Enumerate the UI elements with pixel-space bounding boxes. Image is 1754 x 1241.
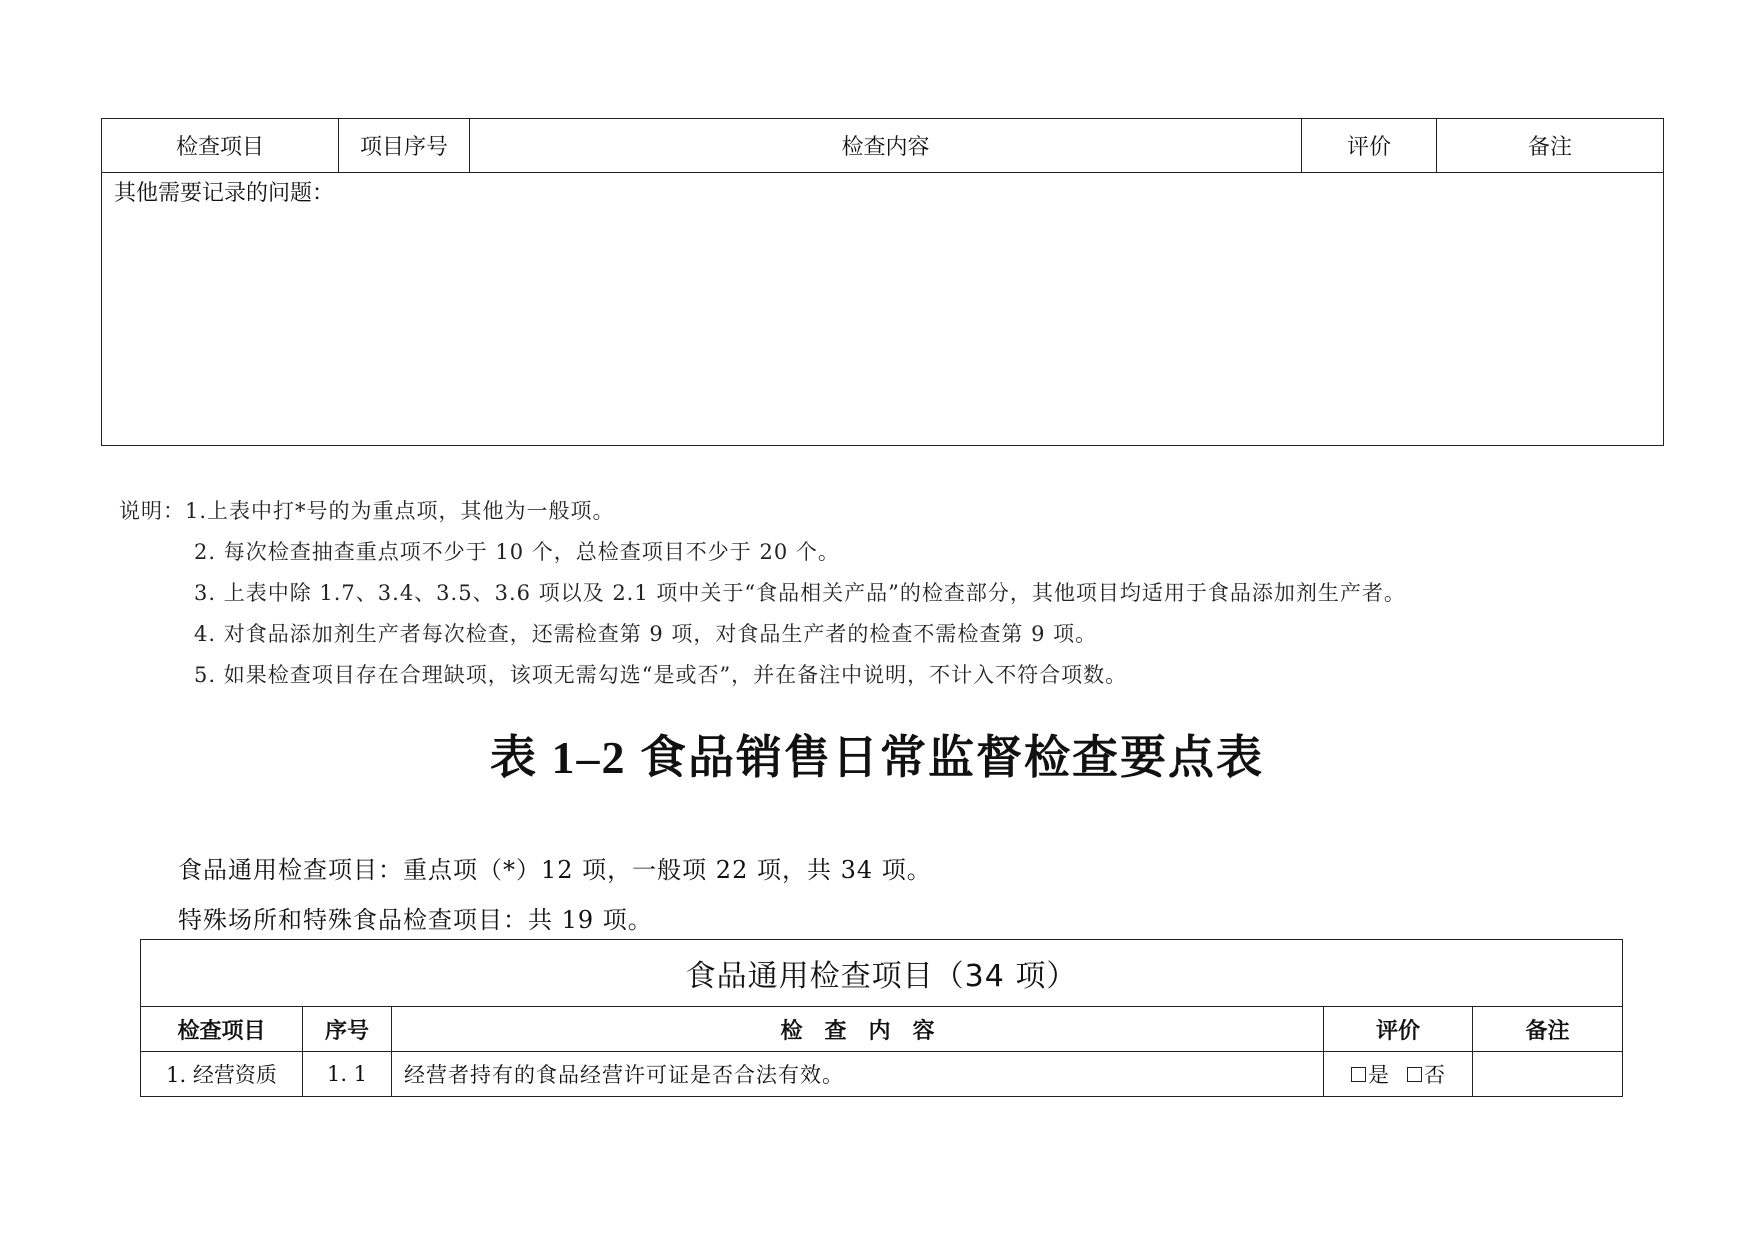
yes-checkbox[interactable] xyxy=(1351,1067,1366,1082)
no-label: 否 xyxy=(1424,1063,1445,1087)
row-item-name: 1. 经营资质 xyxy=(141,1052,303,1096)
yes-label: 是 xyxy=(1368,1063,1389,1087)
table2-header-row xyxy=(141,1007,1622,1052)
row-remark-field[interactable] xyxy=(1473,1052,1622,1096)
table2-header-item: 检查项目 xyxy=(141,1007,303,1051)
table1-header-content: 检查内容 xyxy=(470,119,1302,172)
row-eval xyxy=(1324,1052,1473,1096)
table2-section-title: 食品通用检查项目（34 项） xyxy=(141,940,1622,1007)
row-content: 经营者持有的食品经营许可证是否合法有效。 xyxy=(392,1052,1324,1096)
table1-header-seq: 项目序号 xyxy=(339,119,470,172)
table2-header-seq: 序号 xyxy=(303,1007,392,1051)
note-item-5: 5. 如果检查项目存在合理缺项，该项无需勾选“是或否”，并在备注中说明，不计入不符合项数。 xyxy=(194,663,1128,687)
table-row xyxy=(141,1052,1622,1096)
summary-section xyxy=(178,852,932,952)
note-item-2: 2. 每次检查抽查重点项不少于 10 个，总检查项目不少于 20 个。 xyxy=(194,540,840,564)
note-item-4: 4. 对食品添加剂生产者每次检查，还需检查第 9 项，对食品生产者的检查不需检查第 9 项。 xyxy=(194,622,1098,646)
other-issues-field[interactable] xyxy=(102,173,1663,215)
table1-header-item: 检查项目 xyxy=(102,119,339,172)
note-item-3: 3. 上表中除 1.7、3.4、3.5、3.6 项以及 2.1 项中关于“食品相关产品”的检查部分，其他项目均适用于食品添加剂生产者。 xyxy=(194,581,1406,605)
note-item-1: 说明：1.上表中打*号的为重点项，其他为一般项。 xyxy=(119,499,615,523)
table2-header-eval: 评价 xyxy=(1324,1007,1473,1051)
eval-yes-option[interactable] xyxy=(1351,1059,1389,1089)
eval-no-option[interactable] xyxy=(1407,1059,1445,1089)
table1-header-row xyxy=(102,119,1663,173)
page-title: 表 1–2 食品销售日常监督检查要点表 xyxy=(490,732,1264,783)
notes-section xyxy=(119,496,1406,701)
other-issues-label: 其他需要记录的问题： xyxy=(114,181,335,206)
row-seq: 1. 1 xyxy=(303,1052,392,1096)
notes-prefix: 说明： xyxy=(119,499,185,523)
eval-options xyxy=(1351,1059,1445,1089)
summary-special-items: 特殊场所和特殊食品检查项目：共 19 项。 xyxy=(178,906,653,934)
summary-general-items: 食品通用检查项目：重点项（*）12 项，一般项 22 项，共 34 项。 xyxy=(178,856,932,884)
table1-header-eval: 评价 xyxy=(1302,119,1437,172)
inspection-table-1 xyxy=(101,118,1664,446)
no-checkbox[interactable] xyxy=(1407,1067,1422,1082)
table1-header-remark: 备注 xyxy=(1527,135,1572,160)
table2-header-remark: 备注 xyxy=(1525,1018,1570,1044)
inspection-table-2 xyxy=(140,939,1623,1097)
table2-header-content: 检 查 内 容 xyxy=(392,1007,1324,1051)
